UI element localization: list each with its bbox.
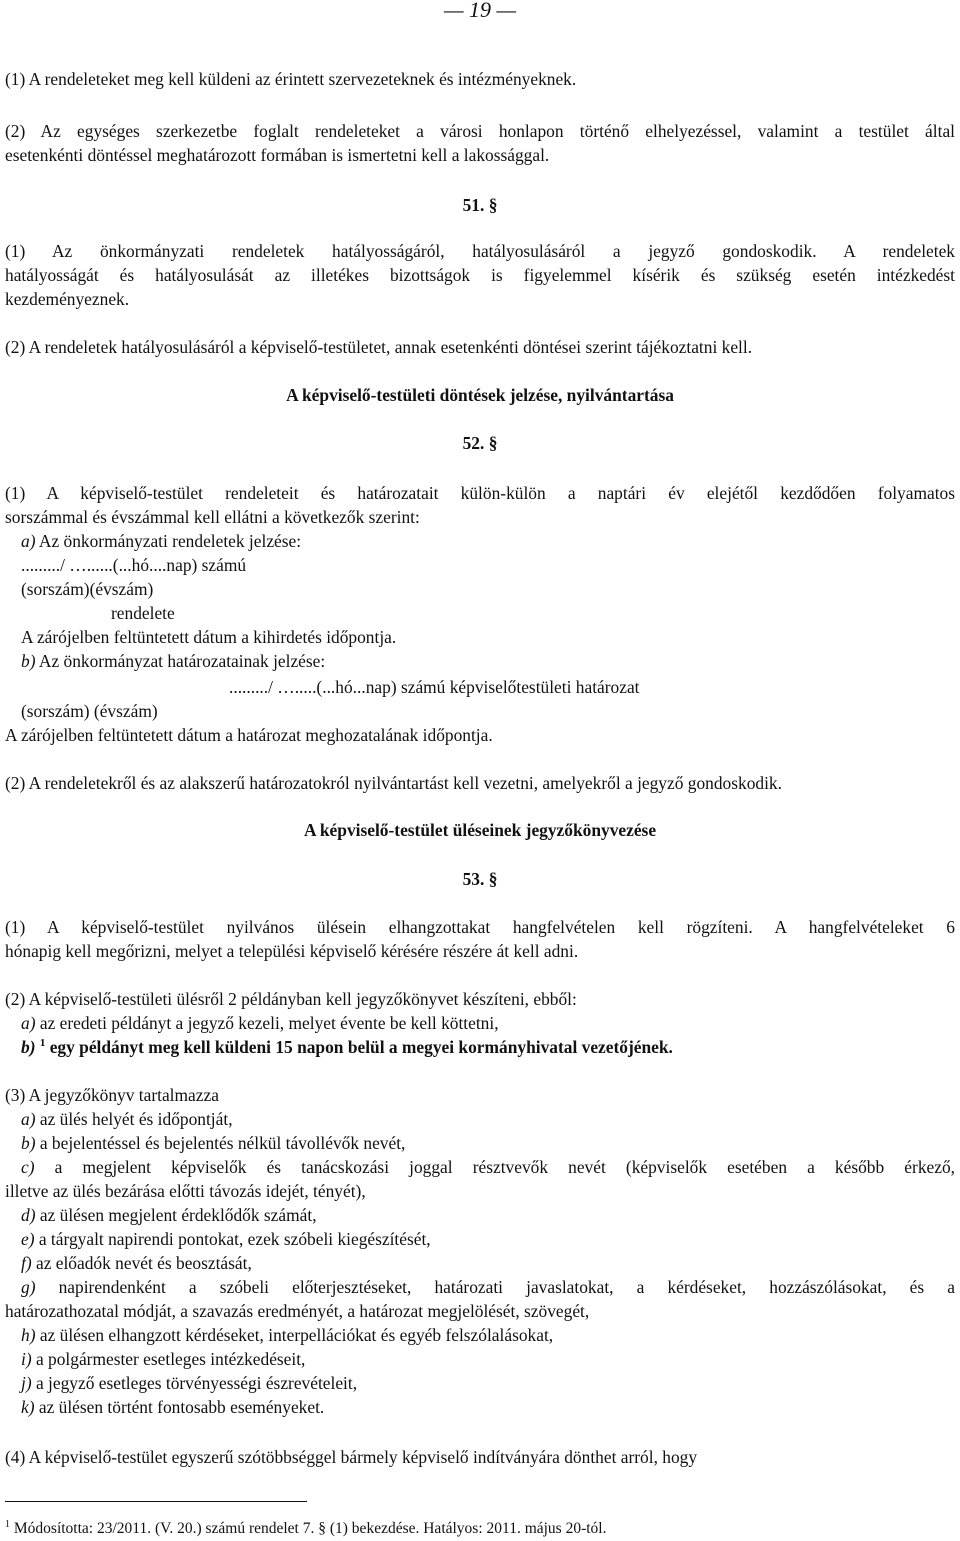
art52-b-note: A zárójelben feltüntetett dátum a határozat meghozatalának időpontja. bbox=[5, 725, 493, 745]
item-text: Az önkormányzati rendeletek jelzése: bbox=[35, 531, 302, 551]
item-text: a jegyző esetleges törvényességi észrevételeit, bbox=[31, 1373, 358, 1393]
art53-p3-item-c-continuation: illetve az ülés bezárása előtti távozás idejét, tényét), bbox=[5, 1181, 366, 1201]
item-letter: g) bbox=[21, 1277, 36, 1297]
item-letter: j) bbox=[21, 1373, 32, 1393]
item-text: a tárgyalt napirendi pontokat, ezek szóbeli kiegészítését, bbox=[34, 1229, 431, 1249]
art50-paragraph-2-line-2: esetenkénti döntéssel meghatározott formában is ismertetni kell a lakossággal. bbox=[5, 145, 550, 165]
footnote-number: 1 bbox=[5, 1518, 10, 1530]
art53-p3-item-e bbox=[21, 1227, 431, 1251]
art53-p3-item-f bbox=[21, 1251, 252, 1275]
art52-title: 52. § bbox=[462, 433, 498, 453]
art51-paragraph-1-line-2: hatályosságát és hatályosulását az illetékes bizottságok is figyelemmel kísérik és szükség esetén intézkedést bbox=[5, 265, 955, 285]
art53-p2-item-b bbox=[21, 1035, 673, 1059]
item-letter: i) bbox=[21, 1349, 32, 1369]
art52-a-note: A zárójelben feltüntetett dátum a kihirdetés időpontja. bbox=[21, 627, 397, 647]
art53-p3-item-j bbox=[21, 1371, 357, 1395]
item-letter: b) bbox=[21, 1037, 36, 1057]
art51-paragraph-2: (2) A rendeletek hatályosulásáról a képviselő-testületet, annak esetenkénti döntései szerint tájékoztatni kell. bbox=[5, 337, 753, 357]
item-letter: f) bbox=[21, 1253, 32, 1273]
art52-a-format-labels: (sorszám)(évszám) bbox=[21, 579, 154, 599]
art53-p3-item-h bbox=[21, 1323, 553, 1347]
art51-title: 51. § bbox=[462, 195, 498, 215]
art52-item-b bbox=[21, 649, 325, 673]
item-letter: a) bbox=[21, 1013, 36, 1033]
item-text: az ülés helyét és időpontját, bbox=[35, 1109, 233, 1129]
footnote-reference: 1 bbox=[39, 1037, 46, 1050]
item-text: az előadók nevét és beosztását, bbox=[31, 1253, 252, 1273]
item-letter: b) bbox=[21, 1133, 36, 1153]
art52-a-word: rendelete bbox=[111, 603, 175, 623]
item-text: az ülésen elhangzott kérdéseket, interpellációkat és egyéb felszólalásokat, bbox=[35, 1325, 554, 1345]
item-text: egy példányt meg kell küldeni 15 napon belül a megyei kormányhivatal vezetőjének. bbox=[45, 1037, 673, 1057]
item-letter: a) bbox=[21, 531, 36, 551]
art50-paragraph-1: (1) A rendeleteket meg kell küldeni az érintett szervezeteknek és intézményeknek. bbox=[5, 69, 577, 89]
item-text: az ülésen történt fontosabb eseményeket. bbox=[34, 1397, 325, 1417]
art53-paragraph-1-line-2: hónapig kell megőrizni, melyet a települési képviselő kérésére részére át kell adni. bbox=[5, 941, 579, 961]
art53-p3-item-c bbox=[21, 1155, 955, 1179]
item-letter: e) bbox=[21, 1229, 35, 1249]
art53-p3-item-a bbox=[21, 1107, 233, 1131]
art53-p3-item-g-continuation: határozathozatal módját, a szavazás eredményét, a határozat megjelölését, szövegét, bbox=[5, 1301, 590, 1321]
footnote-separator bbox=[5, 1501, 307, 1502]
art53-p3-item-d bbox=[21, 1203, 317, 1227]
art51-paragraph-1-line-3: kezdeményeznek. bbox=[5, 289, 130, 309]
art52-paragraph-2: (2) A rendeletekről és az alakszerű határozatokról nyilvántartást kell vezetni, amelyekről a jegyző gondoskodik. bbox=[5, 773, 782, 793]
footnote-text: Módosította: 23/2011. (V. 20.) számú rendelet 7. § (1) bekezdése. Hatályos: 2011. május 20-tól. bbox=[10, 1520, 607, 1537]
art53-paragraph-2: (2) A képviselő-testületi ülésről 2 példányban kell jegyzőkönyvet készíteni, ebből: bbox=[5, 989, 577, 1009]
art52-paragraph-1-line-1: (1) A képviselő-testület rendeleteit és határozatait külön-külön a naptári év elejétől kezdődően folyamatos bbox=[5, 483, 955, 503]
art52-item-a bbox=[21, 529, 301, 553]
art52-paragraph-1-line-2: sorszámmal és évszámmal kell ellátni a következők szerint: bbox=[5, 507, 420, 527]
item-text: az eredeti példányt a jegyző kezeli, melyet évente be kell köttetni, bbox=[35, 1013, 499, 1033]
art53-p3-item-g bbox=[21, 1275, 955, 1299]
art52-b-format-labels: (sorszám) (évszám) bbox=[21, 701, 158, 721]
item-text: az ülésen megjelent érdeklődők számát, bbox=[35, 1205, 317, 1225]
art52-b-format: ........./ ….....(...hó...nap) számú képviselőtestületi határozat bbox=[229, 677, 640, 697]
art53-p3-item-i bbox=[21, 1347, 305, 1371]
art52-a-format: ........./ …......(...hó....nap) számú bbox=[21, 555, 247, 575]
item-text: napirendenként a szóbeli előterjesztéseket, határozati javaslatokat, a kérdéseket, hozzászólásokat, és a bbox=[35, 1277, 955, 1297]
art53-p3-item-k bbox=[21, 1395, 324, 1419]
item-letter: c) bbox=[21, 1157, 35, 1177]
section-heading-minutes: A képviselő-testület üléseinek jegyzőkönyvezése bbox=[303, 820, 657, 840]
art53-paragraph-4: (4) A képviselő-testület egyszerű szótöbbséggel bármely képviselő indítványára dönthet arról, hogy bbox=[5, 1447, 698, 1467]
page-number: — 19 — bbox=[444, 0, 517, 22]
item-letter: k) bbox=[21, 1397, 35, 1417]
art53-title: 53. § bbox=[462, 869, 498, 889]
footnote bbox=[5, 1517, 607, 1541]
item-text: Az önkormányzat határozatainak jelzése: bbox=[35, 651, 326, 671]
art53-paragraph-1-line-1: (1) A képviselő-testület nyilvános ülésein elhangzottakat hangfelvételen kell rögzíteni. A hangfelvételeket 6 bbox=[5, 917, 955, 937]
item-letter: d) bbox=[21, 1205, 36, 1225]
item-letter: b) bbox=[21, 651, 36, 671]
art53-paragraph-3: (3) A jegyzőkönyv tartalmazza bbox=[5, 1085, 219, 1105]
item-letter: h) bbox=[21, 1325, 36, 1345]
art53-p3-item-b bbox=[21, 1131, 405, 1155]
item-letter: a) bbox=[21, 1109, 36, 1129]
art50-paragraph-2-line-1: (2) Az egységes szerkezetbe foglalt rendeleteket a városi honlapon történő elhelyezéssel, valamint a testület által bbox=[5, 121, 955, 141]
art51-paragraph-1-line-1: (1) Az önkormányzati rendeletek hatályosságáról, hatályosulásáról a jegyző gondoskodik. A rendeletek bbox=[5, 241, 955, 261]
section-heading-decisions: A képviselő-testületi döntések jelzése, nyilvántartása bbox=[286, 385, 674, 405]
item-text: a polgármester esetleges intézkedéseit, bbox=[31, 1349, 306, 1369]
art53-p2-item-a bbox=[21, 1011, 499, 1035]
item-text: a megjelent képviselők és tanácskozási joggal résztvevők nevét (képviselők esetében a később érkező, bbox=[34, 1157, 955, 1177]
item-text: a bejelentéssel és bejelentés nélkül távollévők nevét, bbox=[35, 1133, 406, 1153]
